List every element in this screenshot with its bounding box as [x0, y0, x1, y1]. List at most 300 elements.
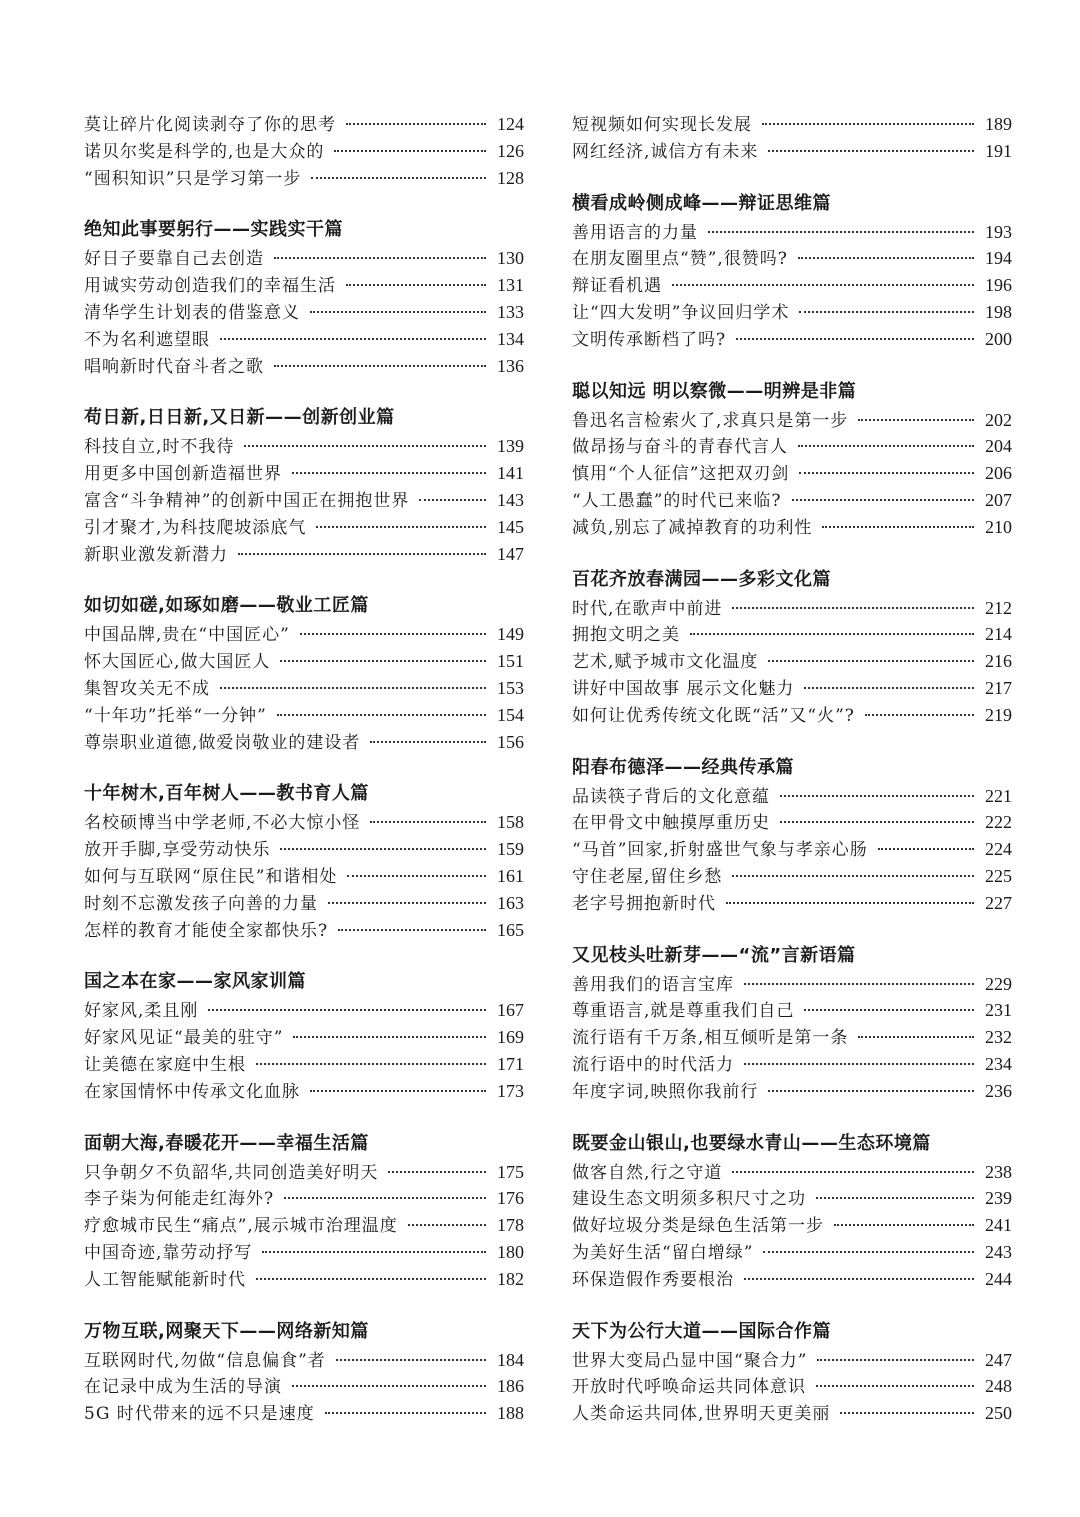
- dot-leader: [744, 1278, 974, 1280]
- toc-entry[interactable]: [84, 514, 524, 541]
- dot-leader: [208, 1009, 486, 1011]
- entry-title: “人工愚蠢”的时代已来临?: [572, 490, 782, 511]
- page-number: 156: [497, 731, 524, 752]
- toc-entry[interactable]: [572, 1373, 1012, 1400]
- entry-title: 莫让碎片化阅读剥夺了你的思考: [84, 115, 336, 135]
- entry-title: 5G 时代带来的远不只是速度: [84, 1404, 315, 1425]
- entry-title: 时刻不忘激发孩子向善的力量: [84, 893, 318, 914]
- entry-title: 疗愈城市民生“痛点”,展示城市治理温度: [84, 1216, 398, 1237]
- entry-title: 鲁迅名言检索火了,求真只是第一步: [572, 410, 849, 431]
- page-number: 143: [497, 489, 524, 510]
- page-number: 222: [985, 812, 1012, 833]
- page-number: 231: [985, 1000, 1012, 1021]
- dot-leader: [858, 1036, 974, 1038]
- page-number: 191: [985, 140, 1012, 161]
- dot-leader: [220, 687, 486, 689]
- entry-title: 世界大变局凸显中国“聚合力”: [572, 1350, 808, 1371]
- dot-leader: [732, 875, 974, 877]
- dot-leader: [708, 231, 974, 233]
- toc-entry[interactable]: [572, 1051, 1012, 1078]
- toc-entry[interactable]: [572, 1239, 1012, 1266]
- toc-left-column: [84, 111, 524, 1451]
- toc-entry[interactable]: [84, 863, 524, 890]
- toc-entry[interactable]: [84, 1373, 524, 1400]
- entry-title: 环保造假作秀要根治: [572, 1269, 734, 1290]
- page-number: 229: [985, 973, 1012, 994]
- toc-entry[interactable]: [84, 1024, 524, 1051]
- page-number: 219: [985, 704, 1012, 725]
- dot-leader: [817, 1359, 974, 1361]
- section-title: 苟日新,日日新,又日新——创新创业篇: [84, 407, 395, 429]
- entry-title: “十年功”托举“一分钟”: [84, 705, 267, 726]
- page-number: 214: [985, 624, 1012, 645]
- page-number: 250: [985, 1403, 1012, 1424]
- toc-entry[interactable]: [572, 1400, 1012, 1427]
- dot-leader: [256, 1278, 486, 1280]
- page-number: 217: [985, 677, 1012, 698]
- dot-leader: [780, 795, 974, 797]
- entry-title: 如何与互联网“原住民”和谐相处: [84, 866, 338, 887]
- dot-leader: [336, 1359, 486, 1361]
- page-number: 198: [985, 301, 1012, 322]
- toc-entry[interactable]: [84, 1159, 524, 1186]
- entry-title: 唱响新时代奋斗者之歌: [84, 356, 264, 377]
- page-number: 128: [497, 167, 524, 188]
- page-number: 159: [497, 839, 524, 860]
- page-number: 247: [985, 1349, 1012, 1370]
- toc-entry[interactable]: [84, 729, 524, 756]
- page-number: 184: [497, 1349, 524, 1370]
- page-number: 210: [985, 516, 1012, 537]
- page-number: 186: [497, 1376, 524, 1397]
- dot-leader: [346, 284, 486, 286]
- page-number: 206: [985, 463, 1012, 484]
- entry-title: 如何让优秀传统文化既“活”又“火”?: [572, 705, 855, 726]
- toc-section: [84, 967, 524, 1104]
- dot-leader: [346, 123, 486, 125]
- dot-leader: [256, 1063, 486, 1065]
- toc-entry[interactable]: [572, 890, 1012, 917]
- entry-title: 引才聚才,为科技爬坡添底气: [84, 517, 307, 538]
- toc-entry[interactable]: [572, 245, 1012, 272]
- section-title: 十年树木,百年树人——教书育人篇: [84, 783, 369, 805]
- section-title: 横看成岭侧成峰——辩证思维篇: [572, 192, 831, 214]
- dot-leader: [834, 1224, 974, 1226]
- page-number: 163: [497, 892, 524, 913]
- toc-entry[interactable]: [84, 111, 524, 138]
- page-number: 244: [985, 1268, 1012, 1289]
- dot-leader: [334, 150, 486, 152]
- entry-title: 科技自立,时不我待: [84, 437, 235, 458]
- toc-entry[interactable]: [84, 460, 524, 487]
- dot-leader: [274, 365, 486, 367]
- dot-leader: [325, 1412, 486, 1414]
- dot-leader: [780, 821, 974, 823]
- toc-entry[interactable]: [572, 138, 1012, 165]
- dot-leader: [799, 472, 974, 474]
- toc-entry[interactable]: [84, 541, 524, 568]
- entry-title: 尊崇职业道德,做爱岗敬业的建设者: [84, 732, 361, 753]
- section-title: 百花齐放春满园——多彩文化篇: [572, 568, 831, 590]
- entry-title: 为美好生活“留白增绿”: [572, 1242, 754, 1263]
- toc-entry[interactable]: [84, 809, 524, 836]
- entry-title: 只争朝夕不负韶华,共同创造美好明天: [84, 1162, 379, 1183]
- toc-entry[interactable]: [572, 272, 1012, 299]
- entry-title: 艺术,赋予城市文化温度: [572, 652, 759, 673]
- dot-leader: [816, 1385, 974, 1387]
- dot-leader: [338, 929, 486, 931]
- toc-entry[interactable]: [572, 1078, 1012, 1105]
- dot-leader: [347, 875, 486, 877]
- page-number: 147: [497, 543, 524, 564]
- page-number: 136: [497, 355, 524, 376]
- dot-leader: [865, 714, 974, 716]
- toc-entry[interactable]: [84, 702, 524, 729]
- entry-title: 善用语言的力量: [572, 222, 698, 243]
- section-title: 既要金山银山,也要绿水青山——生态环境篇: [572, 1132, 931, 1154]
- dot-leader: [732, 1171, 974, 1173]
- dot-leader: [220, 338, 486, 340]
- toc-entry[interactable]: [572, 111, 1012, 138]
- entry-title: 不为名利遮望眼: [84, 329, 210, 350]
- entry-title: 好家风,柔且刚: [84, 1001, 199, 1022]
- toc-entry[interactable]: [572, 1185, 1012, 1212]
- toc-entry[interactable]: [84, 1078, 524, 1105]
- section-title: 面朝大海,春暖花开——幸福生活篇: [84, 1132, 369, 1154]
- toc-entry[interactable]: [84, 1051, 524, 1078]
- entry-title: 在家国情怀中传承文化血脉: [84, 1081, 300, 1102]
- dot-leader: [280, 848, 486, 850]
- dot-leader: [736, 338, 974, 340]
- toc-entry[interactable]: [572, 783, 1012, 810]
- dot-leader: [408, 1224, 486, 1226]
- page-number: 212: [985, 597, 1012, 618]
- toc-entry[interactable]: [572, 514, 1012, 541]
- page-number: 238: [985, 1161, 1012, 1182]
- toc-entry[interactable]: [84, 1212, 524, 1239]
- page-number: 196: [985, 275, 1012, 296]
- dot-leader: [316, 526, 486, 528]
- toc-section: [84, 591, 524, 755]
- toc-section: [84, 111, 524, 191]
- toc-entry[interactable]: [572, 595, 1012, 622]
- section-title: 万物互联,网聚天下——网络新知篇: [84, 1320, 369, 1342]
- toc-entry[interactable]: [572, 1159, 1012, 1186]
- toc-entry[interactable]: [84, 621, 524, 648]
- entry-title: 用更多中国创新造福世界: [84, 464, 282, 485]
- dot-leader: [310, 1090, 486, 1092]
- entry-title: 尊重语言,就是尊重我们自己: [572, 1001, 795, 1022]
- dot-leader: [804, 1009, 974, 1011]
- toc-section: [572, 1129, 1012, 1293]
- entry-title: 开放时代呼唤命运共同体意识: [572, 1377, 806, 1398]
- dot-leader: [744, 1063, 974, 1065]
- entry-title: 在朋友圈里点“赞”,很赞吗?: [572, 249, 788, 270]
- page-number: 131: [497, 275, 524, 296]
- page-number: 221: [985, 785, 1012, 806]
- toc-section: [84, 779, 524, 943]
- toc-entry[interactable]: [84, 1239, 524, 1266]
- dot-leader: [277, 714, 486, 716]
- toc-entry[interactable]: [84, 836, 524, 863]
- toc-section: [572, 1317, 1012, 1427]
- page-number: 165: [497, 919, 524, 940]
- page-number: 175: [497, 1161, 524, 1182]
- entry-title: 李子柒为何能走红海外?: [84, 1189, 275, 1210]
- entry-title: 集智攻关无不成: [84, 678, 210, 699]
- dot-leader: [262, 1251, 486, 1253]
- toc-entry[interactable]: [572, 702, 1012, 729]
- page-number: 182: [497, 1268, 524, 1289]
- page-number: 130: [497, 248, 524, 269]
- toc-entry[interactable]: [572, 675, 1012, 702]
- dot-leader: [726, 902, 974, 904]
- page-number: 173: [497, 1080, 524, 1101]
- page-number: 207: [985, 489, 1012, 510]
- toc-section: [84, 1129, 524, 1293]
- dot-leader: [238, 553, 486, 555]
- page-number: 202: [985, 409, 1012, 430]
- page-number: 227: [985, 892, 1012, 913]
- entry-title: 做好垃圾分类是绿色生活第一步: [572, 1216, 824, 1237]
- toc-entry[interactable]: [572, 648, 1012, 675]
- toc-section: [572, 377, 1012, 541]
- dot-leader: [768, 150, 974, 152]
- entry-title: 中国品牌,贵在“中国匠心”: [84, 625, 290, 646]
- dot-leader: [419, 499, 486, 501]
- entry-title: 在甲骨文中触摸厚重历史: [572, 813, 770, 834]
- page-number: 239: [985, 1188, 1012, 1209]
- entry-title: 短视频如何实现长发展: [572, 115, 752, 135]
- dot-leader: [732, 607, 974, 609]
- page-number: 224: [985, 839, 1012, 860]
- dot-leader: [804, 687, 974, 689]
- entry-title: 怎样的教育才能使全家都快乐?: [84, 920, 329, 941]
- toc-entry[interactable]: [84, 299, 524, 326]
- page-number: 180: [497, 1241, 524, 1262]
- toc-section: [572, 753, 1012, 917]
- toc-entry[interactable]: [572, 836, 1012, 863]
- toc-entry[interactable]: [84, 433, 524, 460]
- page-number: 193: [985, 221, 1012, 242]
- entry-title: 互联网时代,勿做“信息偏食”者: [84, 1350, 326, 1371]
- dot-leader: [244, 445, 486, 447]
- entry-title: 流行语中的时代活力: [572, 1054, 734, 1075]
- toc-entry[interactable]: [572, 487, 1012, 514]
- toc-entry[interactable]: [572, 433, 1012, 460]
- toc-entry[interactable]: [572, 1347, 1012, 1374]
- toc-entry[interactable]: [84, 1185, 524, 1212]
- page-number: 225: [985, 865, 1012, 886]
- toc-section: [572, 941, 1012, 1105]
- entry-title: 让美德在家庭中生根: [84, 1054, 246, 1075]
- dot-leader: [762, 123, 974, 125]
- toc-entry[interactable]: [84, 648, 524, 675]
- entry-title: 善用我们的语言宝库: [572, 974, 734, 995]
- dot-leader: [274, 257, 486, 259]
- page-number: 236: [985, 1080, 1012, 1101]
- dot-leader: [744, 983, 974, 985]
- page-number: 171: [497, 1053, 524, 1074]
- dot-leader: [822, 526, 974, 528]
- page-number: 149: [497, 624, 524, 645]
- toc-entry[interactable]: [84, 165, 524, 192]
- dot-leader: [300, 633, 486, 635]
- dot-leader: [293, 1036, 486, 1038]
- dot-leader: [311, 177, 486, 179]
- page-number: 134: [497, 328, 524, 349]
- entry-title: 富含“斗争精神”的创新中国正在拥抱世界: [84, 490, 410, 511]
- toc-entry[interactable]: [84, 245, 524, 272]
- toc-entry[interactable]: [572, 621, 1012, 648]
- toc-entry[interactable]: [84, 138, 524, 165]
- dot-leader: [858, 419, 974, 421]
- toc-entry[interactable]: [572, 997, 1012, 1024]
- page-number: 243: [985, 1241, 1012, 1262]
- dot-leader: [816, 1197, 974, 1199]
- entry-title: 品读筷子背后的文化意蕴: [572, 786, 770, 807]
- dot-leader: [798, 445, 974, 447]
- entry-title: 年度字词,映照你我前行: [572, 1081, 759, 1102]
- dot-leader: [768, 660, 974, 662]
- page-number: 241: [985, 1215, 1012, 1236]
- dot-leader: [280, 660, 486, 662]
- dot-leader: [370, 821, 486, 823]
- page-number: 216: [985, 651, 1012, 672]
- toc-section: [84, 1317, 524, 1427]
- dot-leader: [370, 741, 486, 743]
- page-number: 141: [497, 463, 524, 484]
- section-title: 阳春布德泽——经典传承篇: [572, 756, 794, 778]
- page-number: 232: [985, 1027, 1012, 1048]
- entry-title: 建设生态文明须多积尺寸之功: [572, 1189, 806, 1210]
- entry-title: 清华学生计划表的借鉴意义: [84, 302, 300, 323]
- page-number: 189: [985, 114, 1012, 134]
- toc-section: [84, 215, 524, 379]
- dot-leader: [672, 284, 974, 286]
- entry-title: 新职业激发新潜力: [84, 544, 228, 565]
- entry-title: 时代,在歌声中前进: [572, 598, 723, 619]
- page-number: 151: [497, 651, 524, 672]
- dot-leader: [388, 1171, 486, 1173]
- page-number: 139: [497, 436, 524, 457]
- entry-title: 人工智能赋能新时代: [84, 1269, 246, 1290]
- toc-section: [572, 189, 1012, 353]
- entry-title: 做客自然,行之守道: [572, 1162, 723, 1183]
- toc-entry[interactable]: [84, 917, 524, 944]
- dot-leader: [284, 1197, 486, 1199]
- entry-title: 放开手脚,享受劳动快乐: [84, 840, 271, 861]
- toc-entry[interactable]: [84, 1266, 524, 1293]
- dot-leader: [840, 1412, 974, 1414]
- toc-entry[interactable]: [572, 326, 1012, 353]
- toc-entry[interactable]: [84, 487, 524, 514]
- toc-right-column: [572, 111, 1012, 1451]
- section-title: 聪以知远 明以察微——明辨是非篇: [572, 380, 857, 402]
- entry-title: 诺贝尔奖是科学的,也是大众的: [84, 141, 325, 162]
- toc-entry[interactable]: [84, 675, 524, 702]
- section-title: 国之本在家——家风家训篇: [84, 971, 306, 993]
- page-number: 124: [497, 114, 524, 134]
- page-number: 169: [497, 1027, 524, 1048]
- entry-title: 在记录中成为生活的导演: [84, 1377, 282, 1398]
- entry-title: 拥抱文明之美: [572, 625, 680, 646]
- entry-title: 怀大国匠心,做大国匠人: [84, 652, 271, 673]
- entry-title: 老字号拥抱新时代: [572, 893, 716, 914]
- toc-entry[interactable]: [84, 1347, 524, 1374]
- toc-entry[interactable]: [572, 863, 1012, 890]
- section-title: 绝知此事要躬行——实践实干篇: [84, 219, 343, 241]
- toc-section: [572, 565, 1012, 729]
- page-number: 200: [985, 328, 1012, 349]
- toc-entry[interactable]: [84, 353, 524, 380]
- page-number: 133: [497, 301, 524, 322]
- entry-title: 好家风见证“最美的驻守”: [84, 1028, 284, 1049]
- section-title: 又见枝头吐新芽——“流”言新语篇: [572, 944, 856, 966]
- toc-entry[interactable]: [84, 997, 524, 1024]
- dot-leader: [292, 1385, 486, 1387]
- toc-entry[interactable]: [572, 407, 1012, 434]
- entry-title: 做昂扬与奋斗的青春代言人: [572, 437, 788, 458]
- entry-title: 减负,别忘了减掉教育的功利性: [572, 517, 813, 538]
- toc-entry[interactable]: [572, 1024, 1012, 1051]
- entry-title: 辩证看机遇: [572, 276, 662, 297]
- page-number: 145: [497, 516, 524, 537]
- dot-leader: [690, 633, 974, 635]
- toc-entry[interactable]: [572, 219, 1012, 246]
- page-number: 188: [497, 1403, 524, 1424]
- page-number: 153: [497, 677, 524, 698]
- toc-entry[interactable]: [572, 460, 1012, 487]
- dot-leader: [768, 1090, 974, 1092]
- section-title: 天下为公行大道——国际合作篇: [572, 1320, 831, 1342]
- page-number: 154: [497, 704, 524, 725]
- toc-entry[interactable]: [84, 272, 524, 299]
- dot-leader: [310, 311, 486, 313]
- dot-leader: [792, 499, 975, 501]
- dot-leader: [292, 472, 486, 474]
- page-number: 234: [985, 1053, 1012, 1074]
- page-number: 126: [497, 140, 524, 161]
- toc-entry[interactable]: [572, 299, 1012, 326]
- entry-title: 守住老屋,留住乡愁: [572, 866, 723, 887]
- entry-title: 人类命运共同体,世界明天更美丽: [572, 1404, 831, 1425]
- toc-entry[interactable]: [572, 1212, 1012, 1239]
- toc-entry[interactable]: [84, 890, 524, 917]
- entry-title: 让“四大发明”争议回归学术: [572, 302, 790, 323]
- entry-title: 慎用“个人征信”这把双刃剑: [572, 464, 790, 485]
- page-number: 176: [497, 1188, 524, 1209]
- entry-title: 中国奇迹,靠劳动抒写: [84, 1242, 253, 1263]
- dot-leader: [799, 311, 974, 313]
- dot-leader: [763, 1251, 974, 1253]
- dot-leader: [328, 902, 486, 904]
- section-title: 如切如磋,如琢如磨——敬业工匠篇: [84, 595, 369, 617]
- toc-entry[interactable]: [84, 1400, 524, 1427]
- page-number: 167: [497, 1000, 524, 1021]
- entry-title: 流行语有千万条,相互倾听是第一条: [572, 1028, 849, 1049]
- page-number: 158: [497, 812, 524, 833]
- toc-entry[interactable]: [572, 1266, 1012, 1293]
- toc-entry[interactable]: [84, 326, 524, 353]
- toc-entry[interactable]: [572, 809, 1012, 836]
- entry-title: “马首”回家,折射盛世气象与孝亲心肠: [572, 840, 868, 861]
- entry-title: 网红经济,诚信方有未来: [572, 141, 759, 162]
- entry-title: 名校硕博当中学老师,不必大惊小怪: [84, 813, 361, 834]
- toc-entry[interactable]: [572, 971, 1012, 998]
- entry-title: 讲好中国故事 展示文化魅力: [572, 678, 795, 699]
- entry-title: 好日子要靠自己去创造: [84, 249, 264, 270]
